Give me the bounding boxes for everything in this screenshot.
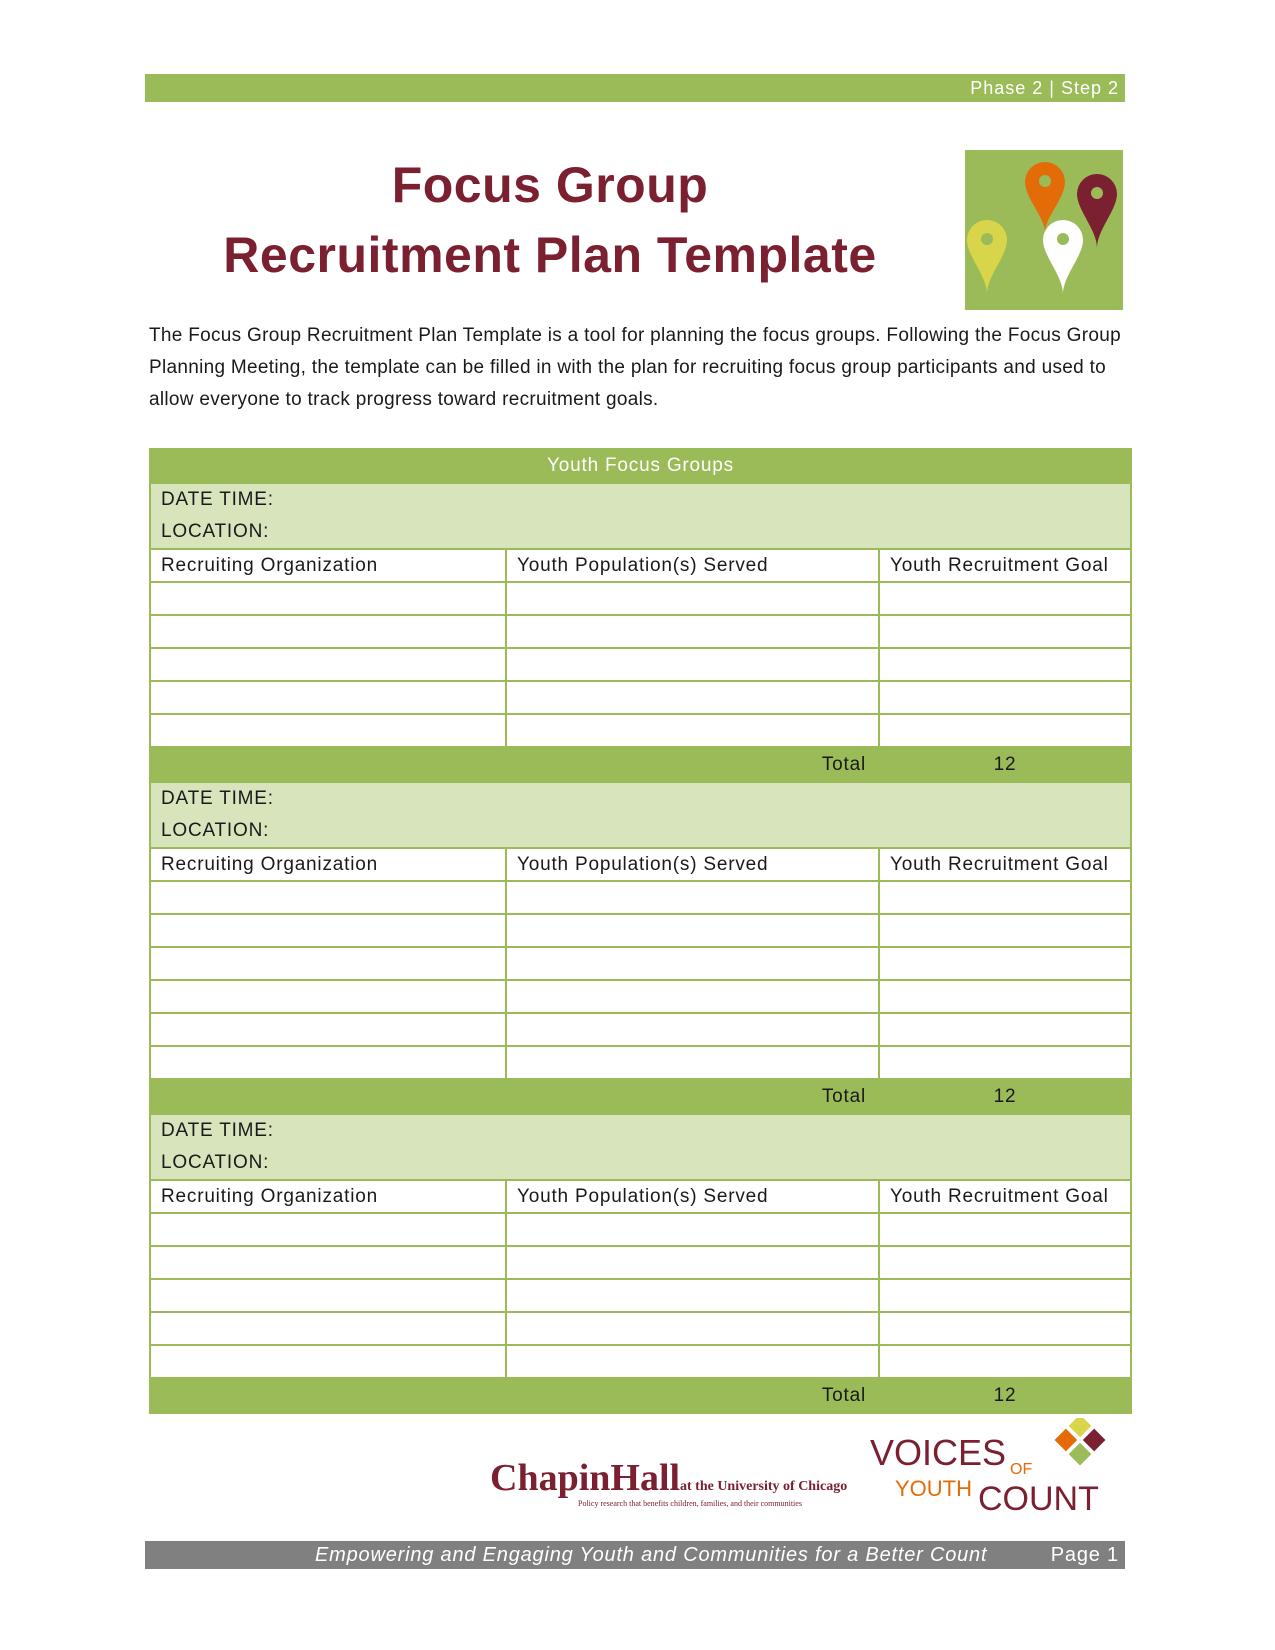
organization-cell[interactable]: [150, 582, 506, 615]
location-label: LOCATION:: [161, 1152, 270, 1173]
population-cell[interactable]: [506, 582, 879, 615]
location-pins-graphic: [965, 150, 1123, 310]
column-header-population: Youth Population(s) Served: [506, 549, 879, 582]
goal-cell[interactable]: [879, 1246, 1131, 1279]
total-row: [150, 1079, 1131, 1114]
total-label: Total: [150, 747, 879, 782]
column-header-population: Youth Population(s) Served: [506, 1180, 879, 1213]
goal-cell[interactable]: [879, 881, 1131, 914]
column-header-row: [150, 848, 1131, 881]
table-row: [150, 1312, 1131, 1345]
population-cell[interactable]: [506, 1246, 879, 1279]
organization-cell[interactable]: [150, 1013, 506, 1046]
population-cell[interactable]: [506, 1013, 879, 1046]
location-label: LOCATION:: [161, 521, 270, 542]
goal-cell[interactable]: [879, 681, 1131, 714]
logos-svg: [490, 1418, 1130, 1518]
organization-cell[interactable]: [150, 1046, 506, 1079]
goal-cell[interactable]: [879, 1046, 1131, 1079]
goal-cell[interactable]: [879, 1312, 1131, 1345]
footer-bar: [145, 1541, 1125, 1569]
table-header-row: [150, 449, 1131, 483]
column-header-goal: Youth Recruitment Goal: [879, 549, 1131, 582]
table-row: [150, 681, 1131, 714]
column-header-row: [150, 1180, 1131, 1213]
map-pin-icons: [965, 150, 1123, 310]
population-cell[interactable]: [506, 881, 879, 914]
goal-cell[interactable]: [879, 980, 1131, 1013]
total-label: Total: [150, 1079, 879, 1114]
organization-cell[interactable]: [150, 1345, 506, 1378]
voices-of-youth-count-logo: [870, 1418, 1105, 1518]
date-location-row: [150, 1114, 1131, 1180]
table-row: [150, 914, 1131, 947]
goal-cell[interactable]: [879, 1279, 1131, 1312]
pinwheel-icon: [1055, 1418, 1106, 1465]
map-pin-icon-maroon: [1077, 174, 1117, 248]
organization-cell[interactable]: [150, 1312, 506, 1345]
goal-cell[interactable]: [879, 714, 1131, 747]
organization-cell[interactable]: [150, 1246, 506, 1279]
map-pin-icon-white: [1043, 220, 1083, 294]
population-cell[interactable]: [506, 947, 879, 980]
organization-cell[interactable]: [150, 947, 506, 980]
goal-cell[interactable]: [879, 1213, 1131, 1246]
organization-cell[interactable]: [150, 914, 506, 947]
total-value: 12: [879, 1378, 1131, 1413]
voices-word: VOICES: [870, 1432, 1007, 1473]
table-row: [150, 582, 1131, 615]
table-row: [150, 1345, 1131, 1378]
population-cell[interactable]: [506, 714, 879, 747]
youth-word: YOUTH: [895, 1476, 972, 1501]
column-header-population: Youth Population(s) Served: [506, 848, 879, 881]
header-bar: [145, 74, 1125, 102]
population-cell[interactable]: [506, 980, 879, 1013]
recruitment-plan-table: [149, 448, 1132, 1414]
population-cell[interactable]: [506, 1213, 879, 1246]
date-time-label: DATE TIME:: [161, 489, 274, 510]
table-row: [150, 1279, 1131, 1312]
goal-cell[interactable]: [879, 914, 1131, 947]
total-row: [150, 1378, 1131, 1413]
table-row: [150, 1213, 1131, 1246]
page-number: Page 1: [1050, 1543, 1119, 1566]
table-heading: Youth Focus Groups: [150, 449, 1131, 483]
total-value: 12: [879, 1079, 1131, 1114]
goal-cell[interactable]: [879, 582, 1131, 615]
organization-cell[interactable]: [150, 648, 506, 681]
table-row: [150, 1013, 1131, 1046]
chapin-hall-tagline: Policy research that benefits children, families, and their communities: [578, 1499, 802, 1508]
location-label: LOCATION:: [161, 820, 270, 841]
table-row: [150, 947, 1131, 980]
date-location-cell[interactable]: [150, 483, 1131, 549]
population-cell[interactable]: [506, 1279, 879, 1312]
organization-cell[interactable]: [150, 714, 506, 747]
title-line-2: Recruitment Plan Template: [223, 227, 877, 283]
chapin-hall-wordmark: ChapinHall: [490, 1457, 681, 1499]
table-row: [150, 615, 1131, 648]
table-row: [150, 881, 1131, 914]
column-header-organization: Recruiting Organization: [150, 549, 506, 582]
population-cell[interactable]: [506, 1046, 879, 1079]
population-cell[interactable]: [506, 914, 879, 947]
population-cell[interactable]: [506, 681, 879, 714]
column-header-organization: Recruiting Organization: [150, 848, 506, 881]
chapin-hall-logo: [490, 1457, 847, 1508]
population-cell[interactable]: [506, 1312, 879, 1345]
column-header-organization: Recruiting Organization: [150, 1180, 506, 1213]
of-word: OF: [1010, 1461, 1033, 1478]
goal-cell[interactable]: [879, 648, 1131, 681]
organization-cell[interactable]: [150, 881, 506, 914]
phase-step-label: Phase 2 | Step 2: [970, 77, 1119, 98]
goal-cell[interactable]: [879, 947, 1131, 980]
chapin-hall-subtitle: at the University of Chicago: [680, 1479, 848, 1494]
total-row: [150, 747, 1131, 782]
table-row: [150, 1246, 1131, 1279]
column-header-goal: Youth Recruitment Goal: [879, 1180, 1131, 1213]
date-time-label: DATE TIME:: [161, 1120, 274, 1141]
table-row: [150, 1046, 1131, 1079]
organization-cell[interactable]: [150, 1213, 506, 1246]
total-label: Total: [150, 1378, 879, 1413]
intro-paragraph: The Focus Group Recruitment Plan Template is a tool for planning the focus groups. Following the Focus Group Planning Meeting, the template can be filled in with the plan for recruiting focus group participants and used to allow everyone to track progress toward recruitment goals.: [149, 325, 1121, 410]
goal-cell[interactable]: [879, 615, 1131, 648]
footer-tagline: Empowering and Engaging Youth and Communities for a Better Count: [315, 1543, 988, 1566]
title-line-1: Focus Group: [391, 157, 709, 213]
date-location-row: [150, 782, 1131, 848]
table-row: [150, 980, 1131, 1013]
organization-cell[interactable]: [150, 980, 506, 1013]
population-cell[interactable]: [506, 615, 879, 648]
population-cell[interactable]: [506, 1345, 879, 1378]
table-row: [150, 648, 1131, 681]
date-time-label: DATE TIME:: [161, 788, 274, 809]
goal-cell[interactable]: [879, 1013, 1131, 1046]
population-cell[interactable]: [506, 648, 879, 681]
partner-logos: [490, 1418, 1130, 1518]
organization-cell[interactable]: [150, 681, 506, 714]
count-word: COUNT: [978, 1480, 1099, 1518]
map-pin-icon-yellow: [967, 220, 1007, 294]
goal-cell[interactable]: [879, 1345, 1131, 1378]
date-location-cell[interactable]: [150, 1114, 1131, 1180]
date-location-cell[interactable]: [150, 782, 1131, 848]
organization-cell[interactable]: [150, 615, 506, 648]
organization-cell[interactable]: [150, 1279, 506, 1312]
column-header-row: [150, 549, 1131, 582]
column-header-goal: Youth Recruitment Goal: [879, 848, 1131, 881]
date-location-row: [150, 483, 1131, 549]
total-value: 12: [879, 747, 1131, 782]
table-row: [150, 714, 1131, 747]
page-title: [200, 150, 900, 290]
